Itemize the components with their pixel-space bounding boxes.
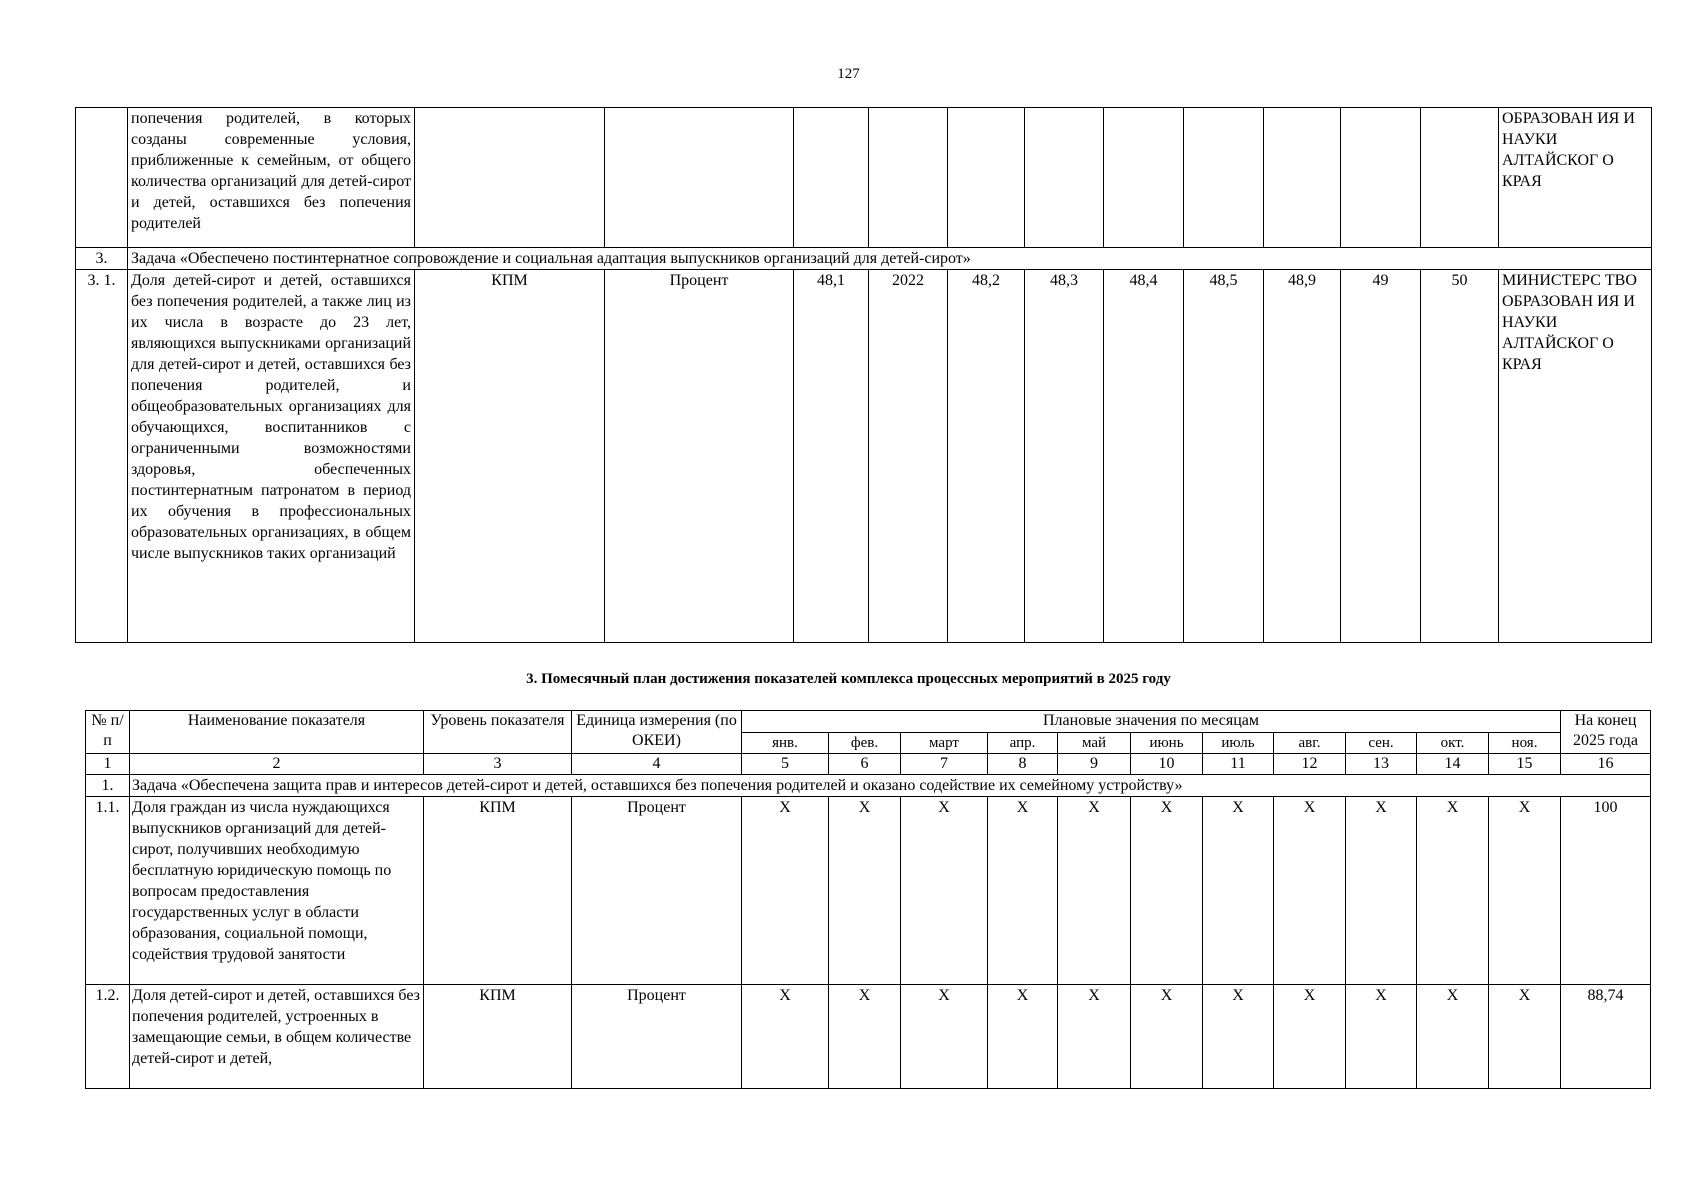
value-cell: 48,4 (1104, 270, 1184, 643)
header-level: Уровень показателя (424, 711, 572, 754)
month-value: X (988, 985, 1058, 1089)
column-number: 3 (424, 754, 572, 775)
indicator-unit: Процент (572, 797, 742, 985)
month-value: X (829, 985, 901, 1089)
month-value: X (1417, 797, 1489, 985)
indicator-level: КПМ (415, 270, 605, 643)
column-number: 14 (1417, 754, 1489, 775)
section-title: 3. Помесячный план достижения показателей комплекса процессных мероприятий в 2025 году (526, 671, 1171, 687)
month-value: X (742, 797, 829, 985)
month-value: X (988, 797, 1058, 985)
task-number: 3. (76, 248, 128, 270)
base-year: 2022 (869, 270, 948, 643)
row-number: 1.1. (86, 797, 130, 985)
column-number: 6 (829, 754, 901, 775)
column-number-row (86, 754, 1651, 775)
task-row (76, 248, 1652, 270)
indicator-level: КПМ (424, 985, 572, 1089)
column-number: 8 (988, 754, 1058, 775)
column-number: 12 (1274, 754, 1346, 775)
indicator-level: КПМ (424, 797, 572, 985)
month-value: X (1274, 985, 1346, 1089)
month-value: X (1489, 797, 1561, 985)
indicator-unit: Процент (572, 985, 742, 1089)
column-number: 11 (1203, 754, 1274, 775)
month-value: X (1346, 985, 1417, 1089)
task-row (86, 775, 1651, 797)
month-header: янв. (742, 733, 829, 754)
month-value: X (1203, 797, 1274, 985)
table-row (76, 108, 1652, 248)
column-number: 7 (901, 754, 988, 775)
value-cell: 50 (1421, 270, 1499, 643)
indicator-name: Доля детей-сирот и детей, оставшихся без попечения родителей, а также лиц из их числа в возрасте до 23 лет, являющихся выпускниками организаций для детей-сирот и детей, оставшихся без попечения родителей, и общеобразовательных организациях для обучающихся, воспитанников с ограниченными возможностями здоровья, обеспеченных постинтернатным патронатом в период их обучения в профессиональных образовательных организациях, в общем числе выпускников таких организаций (128, 270, 415, 643)
table-row (86, 797, 1651, 985)
month-value: X (1131, 797, 1203, 985)
column-number: 16 (1561, 754, 1651, 775)
row-number: 1.2. (86, 985, 130, 1089)
indicator-name: Доля детей-сирот и детей, оставшихся без попечения родителей, устроенных в замещающие семьи, в общем количестве детей-сирот и детей, (130, 985, 424, 1089)
table-row (76, 270, 1652, 643)
year-end-value: 100 (1561, 797, 1651, 985)
month-header: март (901, 733, 988, 754)
responsible-body: ОБРАЗОВАН ИЯ И НАУКИ АЛТАЙСКОГ О КРАЯ (1499, 108, 1652, 248)
month-header: сен. (1346, 733, 1417, 754)
monthly-plan-table (85, 710, 1651, 1089)
task-text: Задача «Обеспечена защита прав и интересов детей-сирот и детей, оставшихся без попечения родителей и оказано содействие их семейному устройству» (130, 775, 1651, 797)
task-number: 1. (86, 775, 130, 797)
column-number: 5 (742, 754, 829, 775)
month-header: авг. (1274, 733, 1346, 754)
year-end-value: 88,74 (1561, 985, 1651, 1089)
row-number: 3. 1. (76, 270, 128, 643)
value-cell: 48,3 (1025, 270, 1104, 643)
page-number: 127 (837, 66, 860, 82)
month-header: ноя. (1489, 733, 1561, 754)
responsible-body: МИНИСТЕРС ТВО ОБРАЗОВАН ИЯ И НАУКИ АЛТАЙСКОГ О КРАЯ (1499, 270, 1652, 643)
header-monthly: Плановые значения по месяцам (742, 711, 1561, 733)
header-unit: Единица измерения (по ОКЕИ) (572, 711, 742, 754)
month-value: X (1346, 797, 1417, 985)
header-row (86, 711, 1651, 733)
column-number: 2 (130, 754, 424, 775)
month-value: X (1489, 985, 1561, 1089)
header-year-end: На конец 2025 года (1561, 711, 1651, 754)
value-cell: 48,9 (1264, 270, 1341, 643)
header-name: Наименование показателя (130, 711, 424, 754)
base-value: 48,1 (794, 270, 869, 643)
month-header: июль (1203, 733, 1274, 754)
column-number: 13 (1346, 754, 1417, 775)
indicator-unit: Процент (605, 270, 794, 643)
value-cell: 49 (1341, 270, 1421, 643)
table-row (86, 985, 1651, 1089)
month-value: X (1131, 985, 1203, 1089)
month-header: окт. (1417, 733, 1489, 754)
month-value: X (1058, 797, 1131, 985)
month-value: X (742, 985, 829, 1089)
month-header: май (1058, 733, 1131, 754)
value-cell: 48,2 (948, 270, 1025, 643)
month-value: X (901, 985, 988, 1089)
month-value: X (829, 797, 901, 985)
column-number: 9 (1058, 754, 1131, 775)
month-header: июнь (1131, 733, 1203, 754)
month-value: X (1203, 985, 1274, 1089)
task-text: Задача «Обеспечено постинтернатное сопровождение и социальная адаптация выпускников организаций для детей-сирот» (128, 248, 1652, 270)
month-value: X (901, 797, 988, 985)
value-cell: 48,5 (1184, 270, 1264, 643)
month-header: фев. (829, 733, 901, 754)
column-number: 4 (572, 754, 742, 775)
indicator-name: Доля граждан из числа нуждающихся выпускников организаций для детей-сирот, получивших необходимую бесплатную юридическую помощь по вопросам предоставления государственных услуг в области образования, социальной помощи, содействия трудовой занятости (130, 797, 424, 985)
indicator-name: попечения родителей, в которых созданы современные условия, приближенные к семейным, от общего количества организаций для детей-сирот и детей, оставшихся без попечения родителей (128, 108, 415, 248)
header-num: № п/п (86, 711, 130, 754)
month-value: X (1058, 985, 1131, 1089)
column-number: 1 (86, 754, 130, 775)
column-number: 10 (1131, 754, 1203, 775)
month-value: X (1274, 797, 1346, 985)
month-value: X (1417, 985, 1489, 1089)
month-header: апр. (988, 733, 1058, 754)
column-number: 15 (1489, 754, 1561, 775)
indicator-table-continued (75, 107, 1652, 643)
